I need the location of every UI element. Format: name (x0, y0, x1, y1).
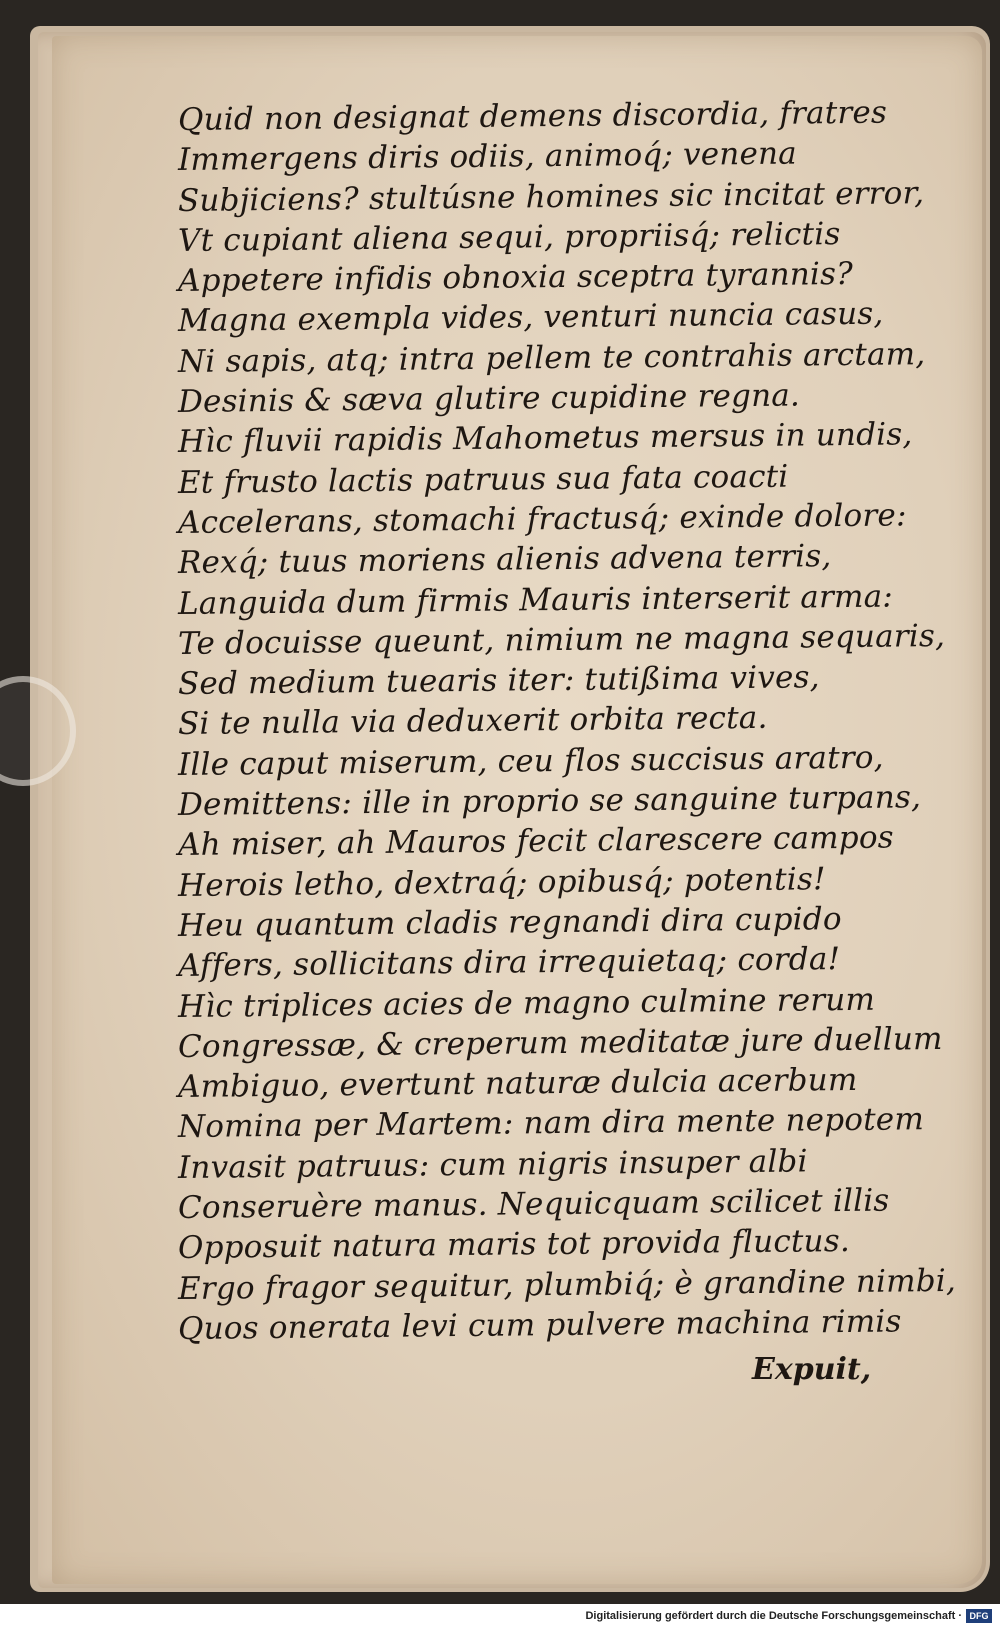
verse-line: Herois letho, dextraq́; opibusq́; potentis! (177, 860, 826, 904)
verse-line: Nomina per Martem: nam dira mente nepotem (177, 1101, 925, 1146)
verse-line: Sed medium tuearis iter: tutißima vives, (177, 659, 820, 703)
verse-line: Rexq́; tuus moriens alienis advena terris, (177, 538, 832, 582)
verse-line: Invasit patruus: cum nigris insuper albi (177, 1143, 808, 1186)
catchword: Expuit, (752, 1352, 872, 1387)
verse-line: Heu quantum cladis regnandi dira cupido (177, 900, 842, 944)
verse-line: Si te nulla via deduxerit orbita recta. (177, 700, 768, 743)
funding-credit: Digitalisierung gefördert durch die Deutsche Forschungsgemeinschaft · (585, 1610, 962, 1622)
verse-line: Magna exempla vides, venturi nuncia casus, (177, 296, 884, 340)
verse-line: Quid non designat demens discordia, fratres (177, 94, 888, 138)
verse-line: Ah miser, ah Mauros fecit clarescere campos (177, 819, 895, 864)
verse-line: Subjiciens? stultúsne homines sic incitat error, (177, 174, 925, 219)
verse-line: Opposuit natura maris tot provida fluctus. (177, 1223, 851, 1267)
verse-line: Ni sapis, atq; intra pellem te contrahis arctam, (177, 335, 926, 380)
verse-line: Te docuisse queunt, nimium ne magna sequaris, (177, 617, 946, 662)
dfg-logo: DFG (966, 1609, 992, 1623)
verse-line: Desinis & sæva glutire cupidine regna. (177, 377, 801, 421)
verse-line: Et frusto lactis patruus sua fata coacti (177, 458, 789, 501)
verse-line: Affers, sollicitans dira irrequietaq; corda! (177, 941, 841, 985)
verse-line: Immergens diris odiis, animoq́; venena (177, 135, 798, 179)
verse-line: Congressæ, & creperum meditatæ jure duellum (177, 1020, 943, 1065)
verse-line: Quos onerata levi cum pulvere machina rimis (177, 1303, 902, 1347)
digitization-footer (0, 1604, 1000, 1629)
verse-line: Vt cupiant aliena sequi, propriisq́; relictis (177, 215, 841, 259)
verse-text-block (177, 94, 957, 1349)
verse-line: Conseruère manus. Nequicquam scilicet illis (177, 1182, 890, 1227)
verse-line: Hìc triplices acies de magno culmine rerum (177, 981, 876, 1025)
verse-line: Languida dum firmis Mauris interserit arma: (177, 578, 894, 622)
verse-line: Demittens: ille in proprio se sanguine turpans, (177, 779, 922, 824)
verse-line: Hìc fluvii rapidis Mahometus mersus in undis, (177, 416, 913, 461)
verse-line: Accelerans, stomachi fractusq́; exinde dolore: (177, 497, 907, 541)
verse-line: Ille caput miserum, ceu flos succisus aratro, (177, 739, 884, 783)
verse-line: Ergo fragor sequitur, plumbiq́; è grandine nimbi, (177, 1262, 957, 1307)
verse-line: Appetere infidis obnoxia sceptra tyrannis? (177, 256, 854, 300)
verse-line: Ambiguo, evertunt naturæ dulcia acerbum (177, 1062, 858, 1106)
